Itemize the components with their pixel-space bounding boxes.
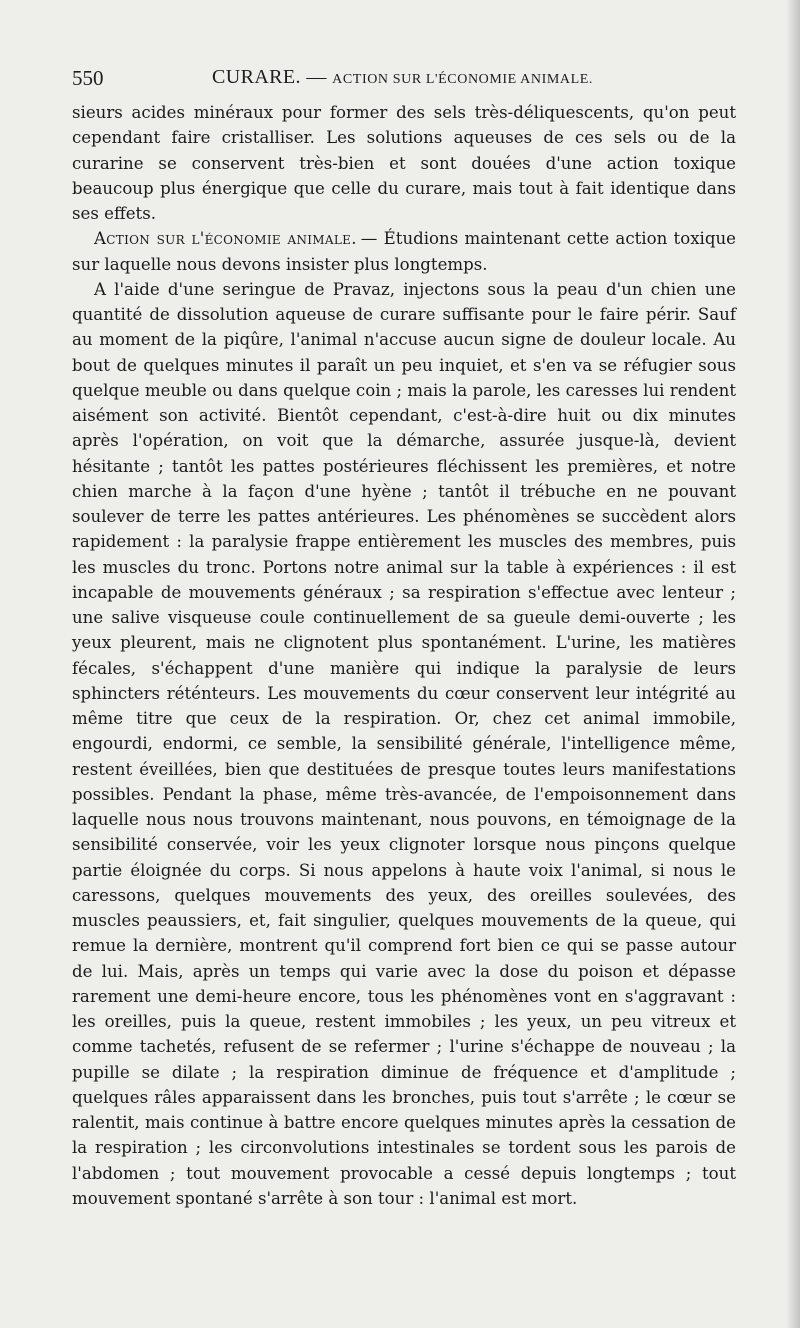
- running-header: [72, 66, 736, 96]
- page-number: 550: [72, 66, 104, 90]
- running-title: [212, 66, 593, 89]
- section-heading: Action sur l'économie animale.: [94, 229, 357, 249]
- paragraph-section-start: [72, 226, 736, 277]
- running-title-main: CURARE.: [212, 66, 301, 88]
- paragraph-experiment: A l'aide d'une seringue de Pravaz, injectons sous la peau d'un chien une quantité de dissolution aqueuse de curare suffisante pour le faire périr. Sauf au moment de la piqûre, l'animal n'accuse aucun signe de douleur locale. Au bout de quelques minutes il paraît un peu inquiet, et s'en va se réfugier sous quelque meuble ou dans quelque coin ; mais la parole, les caresses lui rendent aisément son activité. Bientôt cependant, c'est-à-dire huit ou dix minutes après l'opération, on voit que la démarche, assurée jusque-là, devient hésitante ; tantôt les pattes postérieures fléchissent les premières, et notre chien marche à la façon d'une hyène ; tantôt il trébuche en ne pouvant soulever de terre les pattes antérieures. Les phénomènes se succèdent alors rapidement : la paralysie frappe entièrement les muscles des membres, puis les muscles du tronc. Portons notre animal sur la table à expériences : il est incapable de mouvements généraux ; sa respiration s'effectue avec lenteur ; une salive visqueuse coule continuellement de sa gueule demi-ouverte ; les yeux pleurent, mais ne clignotent plus spontanément. L'urine, les matières fécales, s'échappent d'une manière qui indique la paralysie de leurs sphincters réténteurs. Les mouvements du cœur conservent leur intégrité au même titre que ceux de la respiration. Or, chez cet animal immobile, engourdi, endormi, ce semble, la sensibilité générale, l'intelligence même, restent éveillées, bien que destituées de presque toutes leurs manifestations possibles. Pendant la phase, même très-avancée, de l'empoisonnement dans laquelle nous nous trouvons maintenant, nous pouvons, en témoignage de la sensibilité conservée, voir les yeux clignoter lorsque nous pinçons quelque partie éloignée du corps. Si nous appelons à haute voix l'animal, si nous le caressons, quelques mouvements des yeux, des oreilles soulevées, des muscles peaussiers, et, fait singulier, quelques mouvements de la queue, qui remue la dernière, montrent qu'il comprend fort bien ce qui se passe autour de lui. Mais, après un temps qui varie avec la dose du poison et dépasse rarement une demi-heure encore, tous les phénomènes vont en s'aggravant : les oreilles, puis la queue, restent immobiles ; les yeux, un peu vitreux et comme tachetés, refusent de se refermer ; l'urine s'échappe de nouveau ; la pupille se dilate ; la respiration diminue de fréquence et d'amplitude ; quelques râles apparaissent dans les bronches, puis tout s'arrête ; le cœur se ralentit, mais continue à battre encore quelques minutes après la cessation de la respiration ; les circonvolutions intestinales se tordent sous les parois de l'abdomen ; tout mouvement provocable a cessé depuis longtemps ; tout mouvement spontané s'arrête à son tour : l'animal est mort.: [72, 279, 736, 1208]
- paragraph-continuation: sieurs acides minéraux pour former des sels très-déliquescents, qu'on peut cependant faire cristalliser. Les solutions aqueuses de ces sels ou de la curarine se conservent très-bien et sont douées d'une action toxique beaucoup plus énergique que celle du curare, mais tout à fait identique dans ses effets.: [72, 103, 736, 223]
- section-intro-text: — Étudions maintenant cette action toxique sur laquelle nous devons insister plus longtemps.: [72, 229, 736, 274]
- running-title-sub: ACTION SUR L'ÉCONOMIE ANIMALE.: [332, 72, 594, 87]
- page-edge-shadow: [786, 0, 800, 1328]
- running-title-dash: —: [306, 66, 327, 88]
- body-text: [72, 100, 736, 1211]
